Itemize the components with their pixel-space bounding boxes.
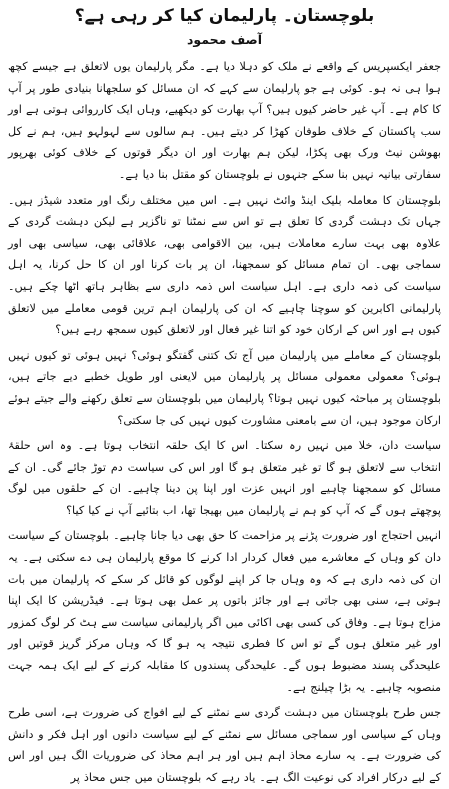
- article-headline: بلوچستان۔ پارلیمان کیا کر رہی ہے؟: [74, 6, 375, 26]
- article-paragraph: جعفر ایکسپریس کے واقعے نے ملک کو دہلا دیا ہے۔ مگر پارلیمان یوں لاتعلق ہے جیسے کچھ ہوا ہی نہ ہو۔ کوئی ہے جو پارلیمان سے کہے کہ ان مسائل کو سلجھانا بنیادی طور پر آپ کا کام ہے۔ آپ غیر حاضر کیوں ہیں؟ آپ بھارت کو دیکھیے، وہاں ایک کارروائی ہوتی ہے اور سب پاکستان کے خلاف طوفان کھڑا کر دیتے ہیں۔ ہم سالوں سے لہولہو ہیں، ہم نے کل بھوشن نیٹ ورک بھی پکڑا، لیکن ہم بھارت اور ان دیگر قوتوں کے خلاف کوئی بھرپور سفارتی بیانیہ نہیں بنا سکے جنہوں نے بلوچستان کو مقتل بنا دیا ہے۔: [8, 60, 441, 181]
- article-paragraph: جس طرح بلوچستان میں دہشت گردی سے نمٹنے کے لیے افواج کی ضرورت ہے، اسی طرح وہاں کے سیاسی اور سماجی مسائل سے نمٹنے کے لیے سیاست دانوں اور اہل فکر و دانش کی ضرورت ہے۔ یہ سارے محاذ اہم ہیں اور ہر اہم محاذ کی ضروریات الگ ہیں اور اس کے لیے درکار افراد کی نوعیت الگ ہے۔ یاد رہے کہ بلوچستان میں جس محاذ پر: [8, 706, 441, 784]
- article-paragraph: بلوچستان کا معاملہ بلیک اینڈ وائٹ نہیں ہے۔ اس میں مختلف رنگ اور متعدد شیڈز ہیں۔ جہاں تک دہشت گردی کا تعلق ہے تو اس سے نمٹنا تو ناگزیر ہے لیکن دہشت گردی کے علاوہ بھی بہت سارے معاملات ہیں، بین الاقوامی بھی، علاقائی بھی، سیاسی بھی اور سماجی بھی۔ ان تمام مسائل کو سمجھنا، ان پر بات کرنا اور ان کا حل کرنا، یہ اہل سیاست کی ذمہ داری ہے۔ اہل سیاست اس ذمہ داری سے بظاہر ہاتھ اٹھا چکے ہیں۔ پارلیمانی اکابرین کو سوچنا چاہیے کہ ان کی پارلیمان اہم ترین قومی معاملے میں لاتعلق کیوں ہے اور اس کے ارکان خود کو اتنا غیر فعال اور لاتعلق کیوں سمجھ رہے ہیں؟: [8, 193, 441, 337]
- article-paragraph: بلوچستان کے معاملے میں پارلیمان میں آج تک کتنی گفتگو ہوئی؟ نہیں ہوئی تو کیوں نہیں ہوئی؟ معمولی معمولی مسائل پر پارلیمان میں لایعنی اور طویل خطبے دیے جاتے ہیں، بلوچستان پر مباحثہ کیوں نہیں ہوتا؟ پارلیمان میں بلوچستان سے تعلق رکھنے والے جیتے ہوئے ارکان موجود ہیں، ان سے بامعنی مشاورت کیوں نہیں کی جا سکتی؟: [8, 348, 441, 427]
- article-paragraph: انہیں احتجاج اور ضرورت پڑنے پر مزاحمت کا حق بھی دیا جانا چاہیے۔ بلوچستان کے سیاست دان کو وہاں کے معاشرے میں فعال کردار ادا کرنے کا موقع پارلیمان ہی دے سکتی ہے۔ یہ ان کی ذمہ داری ہے کہ وہ وہاں جا کر اپنے لوگوں کو قائل کر سکے کہ پارلیمان میں بات ہوتی ہے، سنی بھی جاتی ہے اور جائز باتوں پر عمل بھی ہوتا ہے۔ فیڈریشن کا ایک اپنا مزاج ہوتا ہے۔ وفاق کی کسی بھی اکائی میں اگر پارلیمانی سیاست سے ہٹ کر لوگ کمزور اور غیر متعلق ہوں گے تو اس کا فطری نتیجہ یہ ہو گا کہ وہاں مرکز گریز قوتیں اور علیحدگی پسند مضبوط ہوں گے۔ علیحدگی پسندوں کا مقابلہ کرنے کے لیے ایک ہمہ جہت منصوبہ چاہیے۔ یہ بڑا چیلنج ہے۔: [8, 529, 441, 694]
- article-paragraph: سیاست دان، خلا میں نہیں رہ سکتا۔ اس کا ایک حلقہ انتخاب ہوتا ہے۔ وہ اس حلقۂ انتخاب سے لاتعلق ہو گا تو غیر متعلق ہو گا اور اس کی سیاست دم توڑ جائے گی۔ ان کے مسائل کو سمجھنا چاہیے اور انہیں عزت اور اپنا پن دینا چاہیے۔ ان کے حلقوں میں لوگ پوچھتے ہوں گے کہ آپ کو ہم نے پارلیمان میں بھیجا تھا، اب بتائیے آپ نے کیا کیا؟: [8, 439, 441, 517]
- author-byline: آصف محمود: [187, 32, 262, 47]
